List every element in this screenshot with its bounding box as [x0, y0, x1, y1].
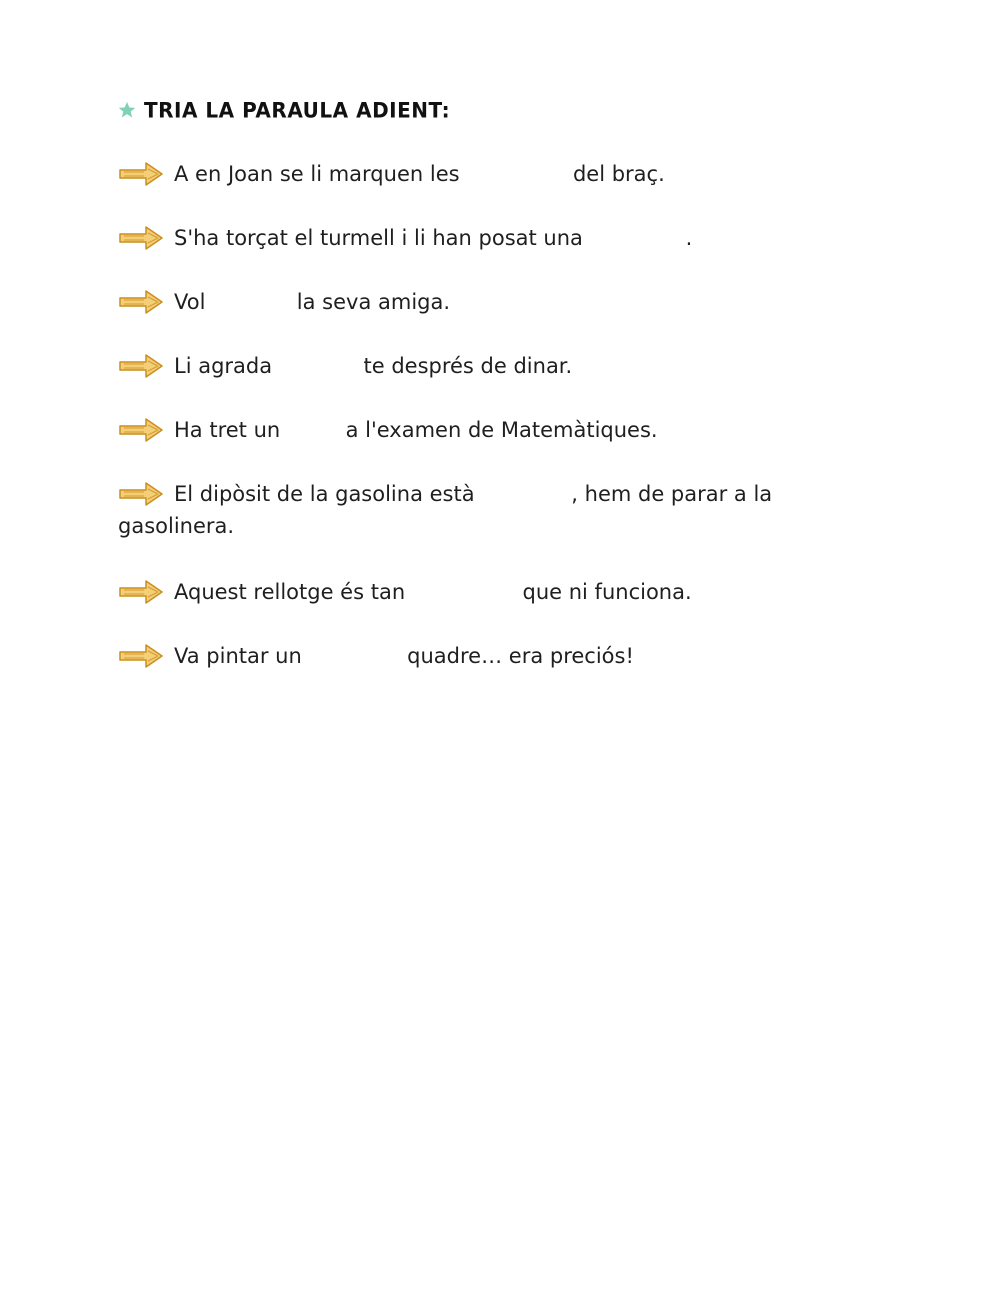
arrow-icon	[118, 417, 164, 443]
sentence-item-6	[118, 478, 808, 542]
sentence-item-5	[118, 414, 808, 446]
answer-blank[interactable]	[466, 161, 566, 185]
arrow-icon	[118, 289, 164, 315]
sentence-text-before: El dipòsit de la gasolina està	[174, 482, 475, 506]
answer-blank[interactable]	[287, 417, 339, 441]
star-icon	[118, 101, 136, 119]
answer-blank[interactable]	[279, 353, 357, 377]
sentence-item-7	[118, 576, 808, 608]
sentence-text-before: Li agrada	[174, 354, 273, 378]
sentence-item-1	[118, 158, 808, 190]
sentence-text-after: te després de dinar.	[363, 354, 573, 378]
sentence-text-after: a l'examen de Matemàtiques.	[345, 418, 658, 442]
answer-blank[interactable]	[412, 579, 516, 603]
sentence-text-before: Va pintar un	[174, 644, 302, 668]
answer-blank[interactable]	[481, 481, 571, 505]
arrow-icon	[118, 161, 164, 187]
sentence-item-2	[118, 222, 808, 254]
arrow-icon	[118, 225, 164, 251]
title-row	[118, 98, 450, 122]
sentence-item-4	[118, 350, 808, 382]
arrow-icon	[118, 643, 164, 669]
sentence-item-3	[118, 286, 808, 318]
answer-blank[interactable]	[590, 225, 686, 249]
arrow-icon	[118, 481, 164, 507]
sentence-text-after: quadre… era preciós!	[407, 644, 634, 668]
sentence-item-8	[118, 640, 808, 672]
answer-blank[interactable]	[308, 643, 400, 667]
sentence-text-after: que ni funciona.	[522, 580, 692, 604]
sentence-text-after: del braç.	[572, 162, 665, 186]
sentence-text-before: Vol	[174, 290, 206, 314]
sentence-text-after: .	[685, 226, 693, 250]
sentence-text-before: A en Joan se li marquen les	[174, 162, 460, 186]
sentence-text-after: , hem de parar a la gasolinera.	[118, 482, 773, 538]
answer-blank[interactable]	[212, 289, 290, 313]
arrow-icon	[118, 353, 164, 379]
sentence-text-before: S'ha torçat el turmell i li han posat una	[174, 226, 583, 250]
sentence-text-before: Ha tret un	[174, 418, 281, 442]
sentence-text-before: Aquest rellotge és tan	[174, 580, 406, 604]
arrow-icon	[118, 579, 164, 605]
worksheet-title: TRIA LA PARAULA ADIENT:	[144, 97, 451, 123]
sentence-text-after: la seva amiga.	[296, 290, 451, 314]
